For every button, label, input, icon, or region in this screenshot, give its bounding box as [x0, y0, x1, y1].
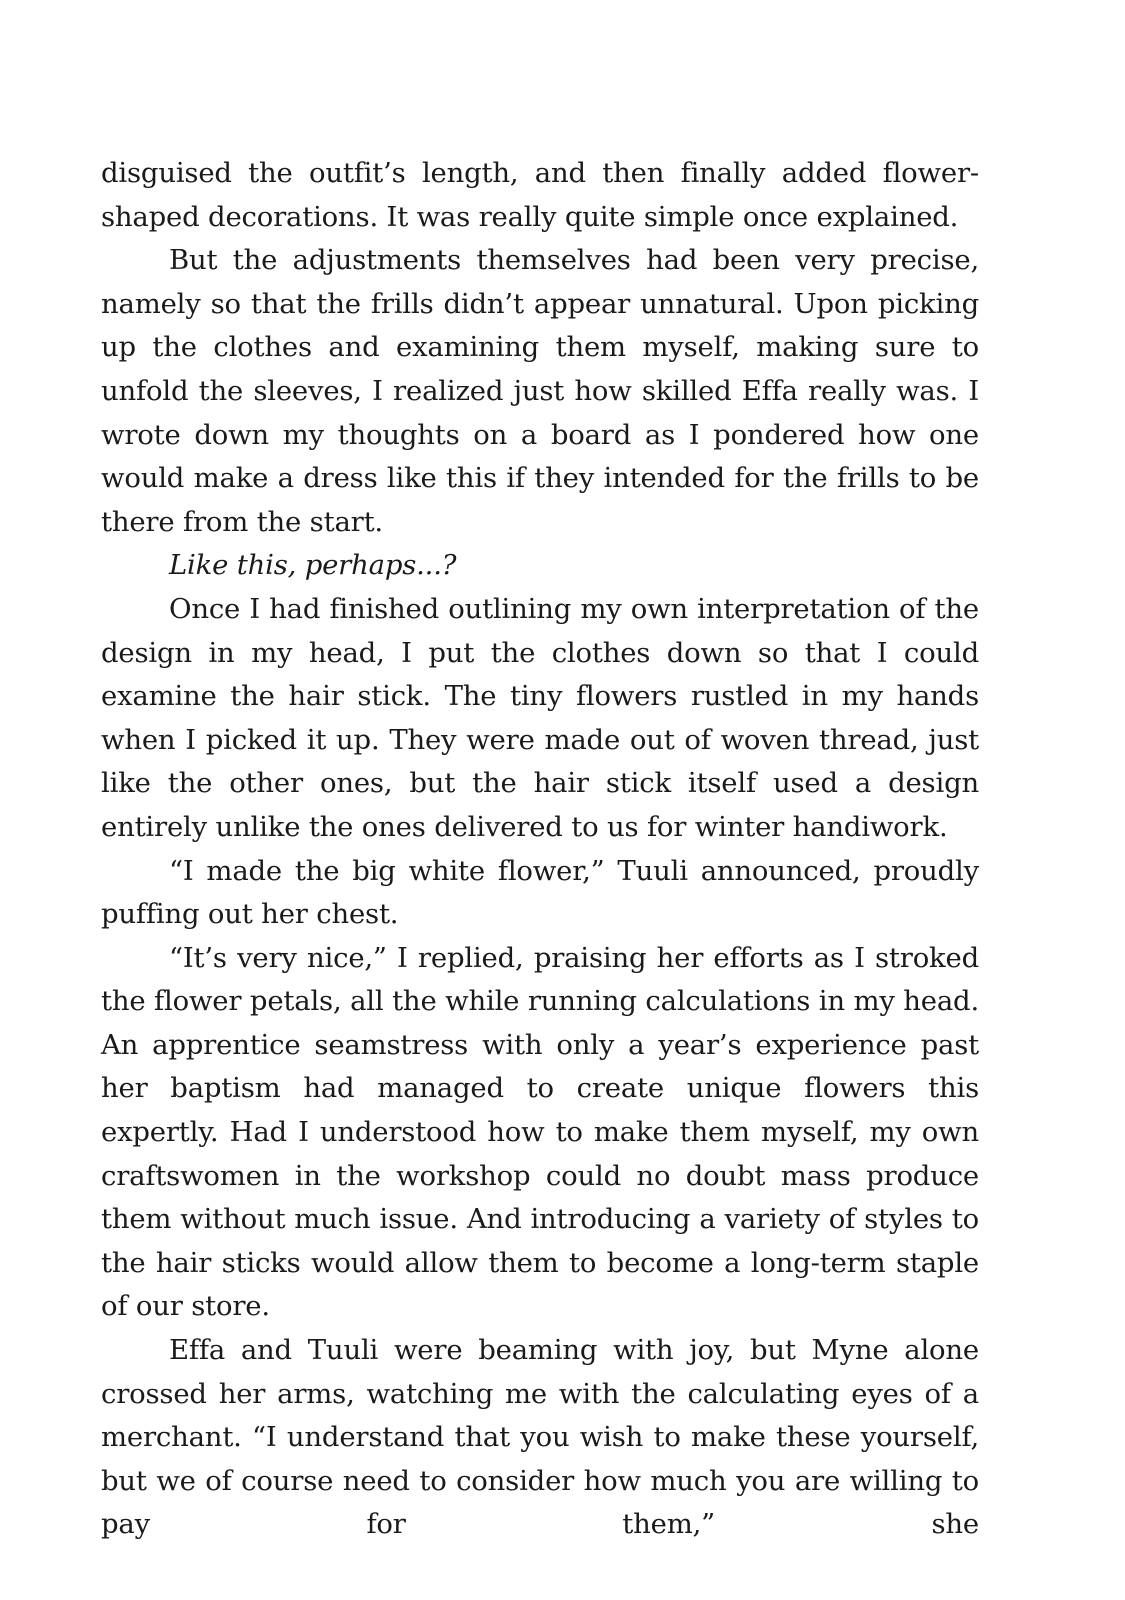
paragraph-continuation: disguised the outfit’s length, and then finally added flower-shaped decorations. It was really quite simple once explained. — [101, 157, 979, 233]
body-text — [101, 152, 979, 1547]
paragraph: Once I had finished outlining my own interpretation of the design in my head, I put the clothes down so that I could examine the hair stick. The tiny flowers rustled in my hands when I picked it up. They were made out of woven thread, just like the other ones, but the hair stick itself used a design entirely unlike the ones delivered to us for winter handiwork. — [101, 592, 979, 843]
paragraph-dialogue: “It’s very nice,” I replied, praising her efforts as I stroked the flower petals, all the while running calculations in my head. An apprentice seamstress with only a year’s experience past her baptism had managed to create unique flowers this expertly. Had I understood how to make them myself, my own craftswomen in the workshop could no doubt mass produce them without much issue. And introducing a variety of styles to the hair sticks would allow them to become a long-term staple of our store. — [101, 941, 979, 1323]
paragraph: But the adjustments themselves had been very precise, namely so that the frills didn’t appear unnatural. Upon picking up the clothes and examining them myself, making sure to unfold the sleeves, I realized just how skilled Effa really was. I wrote down my thoughts on a board as I pondered how one would make a dress like this if they intended for the frills to be there from the start. — [101, 244, 979, 538]
italic-thought-text: Like this, perhaps...? — [169, 549, 457, 582]
paragraph-dialogue: “I made the big white flower,” Tuuli announced, proudly puffing out her chest. — [101, 854, 979, 931]
paragraph-italic-thought — [101, 544, 979, 588]
paragraph-dialogue-continues: Effa and Tuuli were beaming with joy, but Myne alone crossed her arms, watching me with the calculating eyes of a merchant. “I understand that you wish to make these yourself, but we of course need to consider how much you are willing to pay for them,” she — [101, 1334, 979, 1541]
